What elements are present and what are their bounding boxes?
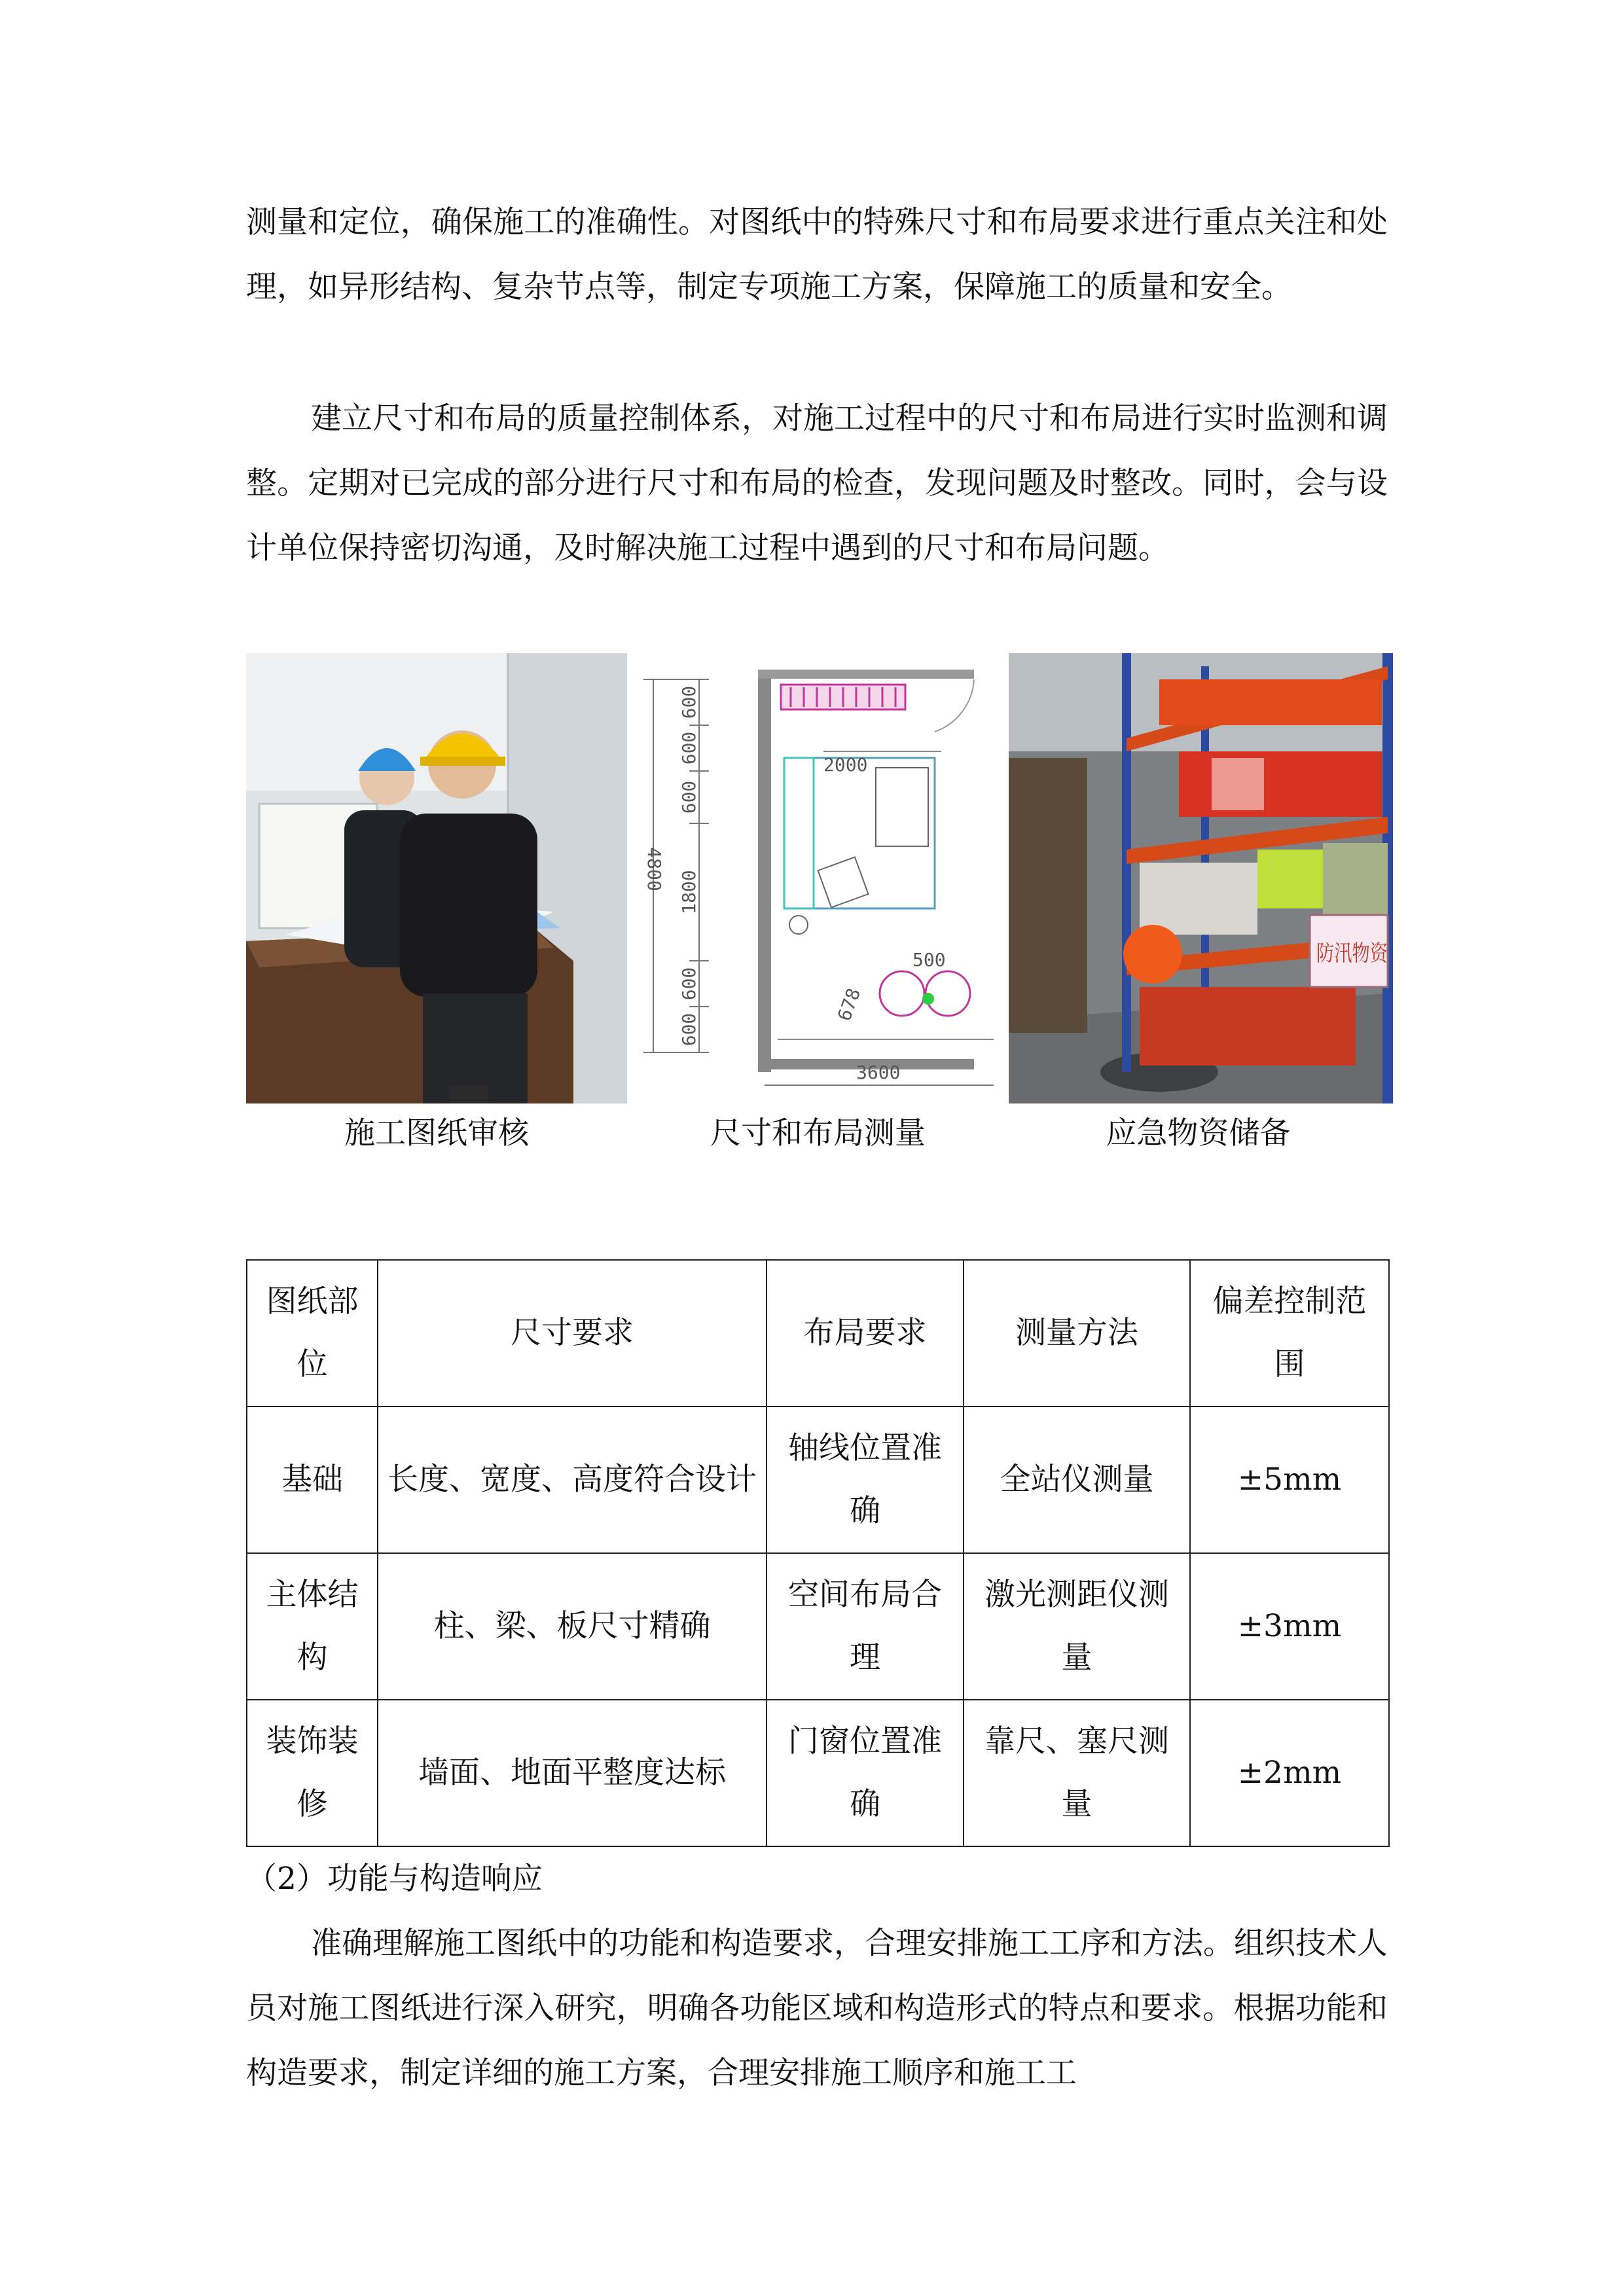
table-cell: ±2mm [1190, 1700, 1389, 1846]
table-row [247, 1700, 1389, 1846]
section-heading: （2）功能与构造响应 [246, 1861, 543, 1897]
table-cell: 装饰装修 [247, 1700, 378, 1846]
header-cell: 尺寸要求 [378, 1260, 767, 1407]
table-row [247, 1553, 1389, 1700]
dim-side: 678 [833, 985, 865, 1024]
dim-seg-3: 600 [678, 780, 700, 814]
table-cell: 墙面、地面平整度达标 [378, 1700, 767, 1846]
photo-drawing-review [246, 653, 627, 1103]
floor-plan-drawing [627, 653, 1009, 1103]
table-cell: 门窗位置准确 [767, 1700, 964, 1846]
dim-seg-6: 600 [678, 1013, 700, 1047]
table-cell: 长度、宽度、高度符合设计 [378, 1407, 767, 1553]
header-cell: 图纸部位 [247, 1260, 378, 1407]
caption-drawing-review: 施工图纸审核 [344, 1115, 529, 1151]
photo-emergency-storage [1009, 653, 1388, 1103]
table-row [247, 1407, 1389, 1553]
paragraph-1: 测量和定位，确保施工的准确性。对图纸中的特殊尺寸和布局要求进行重点关注和处理，如异形结构、复杂节点等，制定专项施工方案，保障施工的质量和安全。 [246, 204, 1388, 305]
table-cell: ±5mm [1190, 1407, 1389, 1553]
header-cell: 布局要求 [767, 1260, 964, 1407]
dim-total: 4800 [643, 847, 665, 891]
table-cell: 主体结构 [247, 1553, 378, 1700]
paragraph-3: 准确理解施工图纸中的功能和构造要求，合理安排施工工序和方法。组织技术人员对施工图纸进行深入研究，明确各功能区域和构造形式的特点和要求。根据功能和构造要求，制定详细的施工方案，合理安排施工顺序和施工工 [246, 1926, 1388, 2091]
storage-sign: 防汛物资 [1316, 941, 1388, 967]
table-cell: 柱、梁、板尺寸精确 [378, 1553, 767, 1700]
table-cell: 轴线位置准确 [767, 1407, 964, 1553]
header-cell: 测量方法 [964, 1260, 1190, 1407]
dim-small: 500 [912, 949, 946, 971]
dim-bottom-width: 3600 [856, 1062, 901, 1083]
header-cell: 偏差控制范围 [1190, 1260, 1389, 1407]
dimension-spec-table [246, 1259, 1390, 1847]
table-cell: 基础 [247, 1407, 378, 1553]
table-header-row [247, 1260, 1389, 1407]
table-cell: 空间布局合理 [767, 1553, 964, 1700]
dim-top-width: 2000 [823, 754, 868, 776]
table-cell: 靠尺、塞尺测量 [964, 1700, 1190, 1846]
dim-seg-2: 600 [678, 731, 700, 765]
dim-seg-5: 600 [678, 967, 700, 1001]
table-cell: 全站仪测量 [964, 1407, 1190, 1553]
caption-emergency-storage: 应急物资储备 [1106, 1115, 1291, 1151]
table-cell: ±3mm [1190, 1553, 1389, 1700]
caption-measurement: 尺寸和布局测量 [710, 1115, 926, 1151]
table-cell: 激光测距仪测量 [964, 1553, 1190, 1700]
paragraph-2: 建立尺寸和布局的质量控制体系，对施工过程中的尺寸和布局进行实时监测和调整。定期对已完成的部分进行尺寸和布局的检查，发现问题及时整改。同时，会与设计单位保持密切沟通，及时解决施工过程中遇到的尺寸和布局问题。 [246, 401, 1388, 566]
dim-seg-1: 600 [678, 685, 700, 719]
dim-seg-4: 1800 [678, 870, 700, 914]
